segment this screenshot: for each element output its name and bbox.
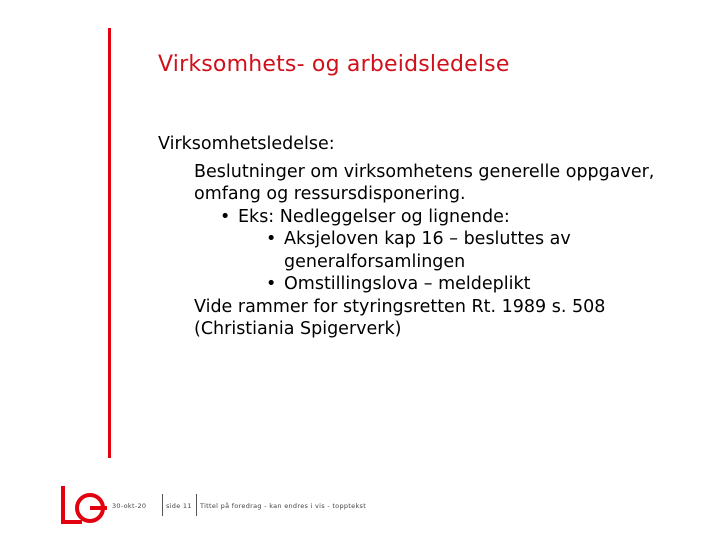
paragraph-decisions-line1: Beslutninger om virksomhetens generelle oppgaver,: [194, 161, 655, 182]
bullet-dot-icon: •: [266, 229, 277, 249]
paragraph-styringsrett-line1: Vide rammer for styringsretten Rt. 1989 s. 508: [194, 296, 606, 317]
footer-separator: [162, 494, 163, 516]
bullet-dot-icon: •: [266, 274, 277, 294]
body-heading: Virksomhetsledelse:: [158, 134, 335, 154]
vertical-accent-rule: [108, 28, 111, 458]
paragraph-decisions-line2: omfang og ressursdisponering.: [194, 184, 466, 204]
bullet-aksjeloven-line1: Aksjeloven kap 16 – besluttes av: [284, 229, 571, 249]
slide-body: [158, 133, 698, 341]
bullet-dot-icon: •: [220, 206, 231, 227]
bullet-aksjeloven-line2: generalforsamlingen: [284, 251, 466, 272]
footer-caption: Tittel på foredrag - kan endres i vis - topptekst: [200, 502, 367, 510]
slide-footer: [0, 480, 720, 530]
paragraph-styringsrett-line2: (Christiania Spigerverk): [194, 319, 402, 339]
paragraph-decisions: [194, 161, 698, 206]
footer-date: 30-okt-20: [112, 502, 147, 510]
bullet-example: [220, 206, 698, 229]
bullet-omstillingslova: [266, 273, 698, 296]
bullet-omstillingslova-text: Omstillingslova – meldeplikt: [284, 274, 531, 294]
footer-page-number: side 11: [166, 502, 192, 510]
lo-logo-icon: [60, 484, 108, 526]
footer-separator: [196, 494, 197, 516]
paragraph-styringsrett: [194, 296, 698, 341]
bullet-aksjeloven: [266, 228, 698, 273]
slide-title: Virksomhets- og arbeidsledelse: [158, 52, 510, 77]
bullet-example-text: Eks: Nedleggelser og lignende:: [238, 206, 510, 227]
